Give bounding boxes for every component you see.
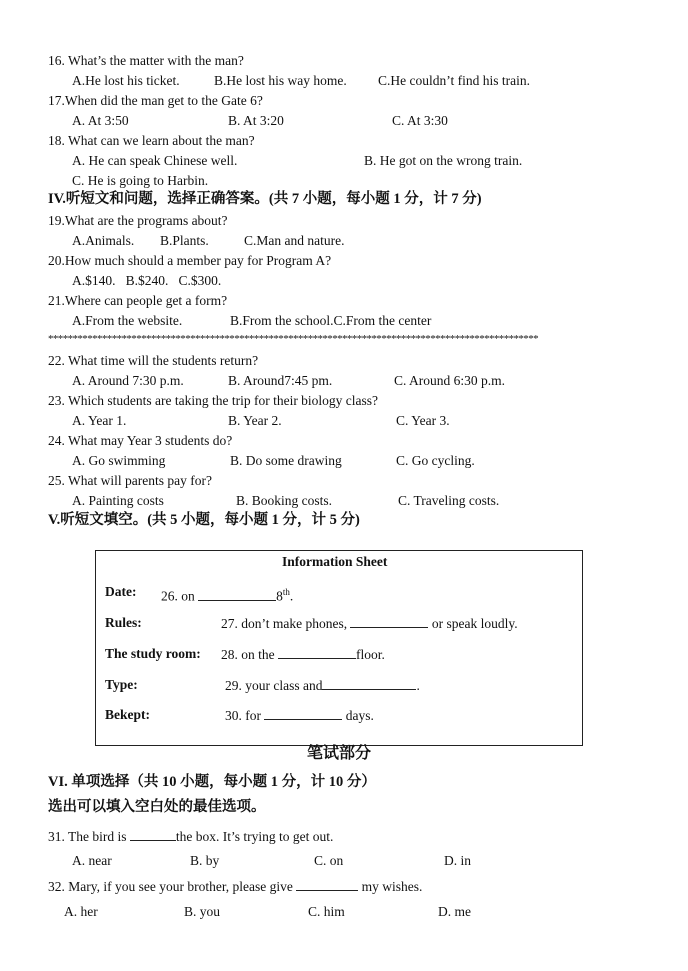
room-suffix: floor. bbox=[356, 647, 385, 662]
q17-option-a: A. At 3:50 bbox=[72, 113, 129, 128]
blank-32[interactable] bbox=[296, 877, 358, 891]
q31-prefix: 31. The bird is bbox=[48, 829, 127, 844]
date-line bbox=[161, 583, 293, 606]
rules-suffix: or speak loudly. bbox=[431, 616, 518, 631]
q32-option-c: C. him bbox=[308, 904, 345, 919]
rules-prefix: 27. don’t make phones, bbox=[221, 616, 348, 631]
q17-option-c: C. At 3:30 bbox=[392, 113, 448, 128]
section-4-heading: IV.听短文和问题，选择正确答案。(共 7 小题，每小题 1 分，计 7 分) bbox=[48, 191, 482, 207]
q19-option-a: A.Animals. bbox=[72, 233, 135, 248]
blank-29[interactable] bbox=[322, 676, 416, 690]
type-label: Type: bbox=[105, 677, 138, 692]
blank-27[interactable] bbox=[350, 614, 428, 628]
q25-stem: 25. What will parents pay for? bbox=[48, 473, 212, 488]
type-suffix: . bbox=[416, 678, 420, 693]
q31-option-b: B. by bbox=[190, 853, 220, 868]
date-suffix: 8 bbox=[276, 588, 283, 604]
q23-option-a: A. Year 1. bbox=[72, 413, 127, 428]
blank-28[interactable] bbox=[278, 645, 356, 659]
q19-stem: 19.What are the programs about? bbox=[48, 213, 228, 228]
q32-stem bbox=[48, 877, 422, 896]
type-line bbox=[225, 676, 420, 695]
date-prefix: 26. on bbox=[161, 588, 195, 604]
kept-label: Bekept: bbox=[105, 707, 150, 722]
rules-label: Rules: bbox=[105, 615, 142, 630]
q24-option-a: A. Go swimming bbox=[72, 453, 166, 468]
q17-option-b: B. At 3:20 bbox=[228, 113, 284, 128]
section-6-heading: VI. 单项选择（共 10 小题，每小题 1 分，计 10 分） bbox=[48, 774, 376, 790]
q22-option-a: A. Around 7:30 p.m. bbox=[72, 373, 184, 388]
q21-option-bc: B.From the school.C.From the center bbox=[230, 313, 432, 328]
q32-suffix: my wishes. bbox=[361, 879, 423, 894]
q25-option-b: B. Booking costs. bbox=[236, 493, 333, 508]
q16-option-a: A.He lost his ticket. bbox=[72, 73, 180, 88]
information-sheet-box bbox=[95, 550, 583, 746]
type-prefix: 29. your class and bbox=[225, 678, 323, 693]
room-prefix: 28. on the bbox=[221, 647, 275, 662]
q18-stem: 18. What can we learn about the man? bbox=[48, 133, 255, 148]
q17-stem: 17.When did the man get to the Gate 6? bbox=[48, 93, 263, 108]
section-5-heading: V.听短文填空。(共 5 小题，每小题 1 分，计 5 分) bbox=[48, 512, 360, 528]
q24-stem: 24. What may Year 3 students do? bbox=[48, 433, 233, 448]
section-6-instruction: 选出可以填入空白处的最佳选项。 bbox=[48, 799, 266, 815]
q20-stem: 20.How much should a member pay for Program A? bbox=[48, 253, 332, 268]
q18-option-a: A. He can speak Chinese well. bbox=[72, 153, 238, 168]
blank-31[interactable] bbox=[130, 827, 176, 841]
q32-option-b: B. you bbox=[184, 904, 221, 919]
q31-suffix: the box. It’s trying to get out. bbox=[175, 829, 334, 844]
kept-line bbox=[225, 706, 374, 725]
q31-option-c: C. on bbox=[314, 853, 344, 868]
q31-option-d: D. in bbox=[444, 853, 471, 868]
kept-prefix: 30. for bbox=[225, 708, 261, 723]
separator-line: **************************************************************************************************** bbox=[48, 333, 539, 345]
q31-stem bbox=[48, 827, 333, 846]
q23-option-c: C. Year 3. bbox=[396, 413, 450, 428]
q32-option-a: A. her bbox=[64, 904, 98, 919]
q24-option-b: B. Do some drawing bbox=[230, 453, 342, 468]
q19-option-b: B.Plants. bbox=[160, 233, 209, 248]
q16-option-c: C.He couldn’t find his train. bbox=[378, 73, 530, 88]
q23-option-b: B. Year 2. bbox=[228, 413, 282, 428]
blank-30[interactable] bbox=[264, 706, 342, 720]
q18-option-c: C. He is going to Harbin. bbox=[72, 173, 209, 188]
q25-option-a: A. Painting costs bbox=[72, 493, 164, 508]
written-part-heading: 笔试部分 bbox=[307, 745, 372, 762]
q32-option-d: D. me bbox=[438, 904, 471, 919]
q22-option-c: C. Around 6:30 p.m. bbox=[394, 373, 506, 388]
blank-26[interactable] bbox=[198, 587, 276, 601]
date-ordinal: th bbox=[282, 587, 290, 597]
rules-line bbox=[221, 614, 518, 633]
q16-stem: 16. What’s the matter with the man? bbox=[48, 53, 244, 68]
q31-option-a: A. near bbox=[72, 853, 112, 868]
q16-option-b: B.He lost his way home. bbox=[214, 73, 347, 88]
q23-stem: 23. Which students are taking the trip for their biology class? bbox=[48, 393, 379, 408]
date-label: Date: bbox=[105, 584, 137, 599]
q32-prefix: 32. Mary, if you see your brother, please give bbox=[48, 879, 293, 894]
q22-stem: 22. What time will the students return? bbox=[48, 353, 259, 368]
q24-option-c: C. Go cycling. bbox=[396, 453, 475, 468]
study-room-line bbox=[221, 645, 385, 664]
q21-stem: 21.Where can people get a form? bbox=[48, 293, 228, 308]
q25-option-c: C. Traveling costs. bbox=[398, 493, 500, 508]
kept-suffix: days. bbox=[345, 708, 374, 723]
q20-options: A.$140. B.$240. C.$300. bbox=[72, 273, 222, 288]
q19-option-c: C.Man and nature. bbox=[244, 233, 345, 248]
date-end: . bbox=[289, 588, 294, 604]
q22-option-b: B. Around7:45 pm. bbox=[228, 373, 333, 388]
q18-option-b: B. He got on the wrong train. bbox=[364, 153, 523, 168]
q21-option-a: A.From the website. bbox=[72, 313, 183, 328]
study-room-label: The study room: bbox=[105, 646, 201, 661]
sheet-title: Information Sheet bbox=[282, 554, 388, 569]
